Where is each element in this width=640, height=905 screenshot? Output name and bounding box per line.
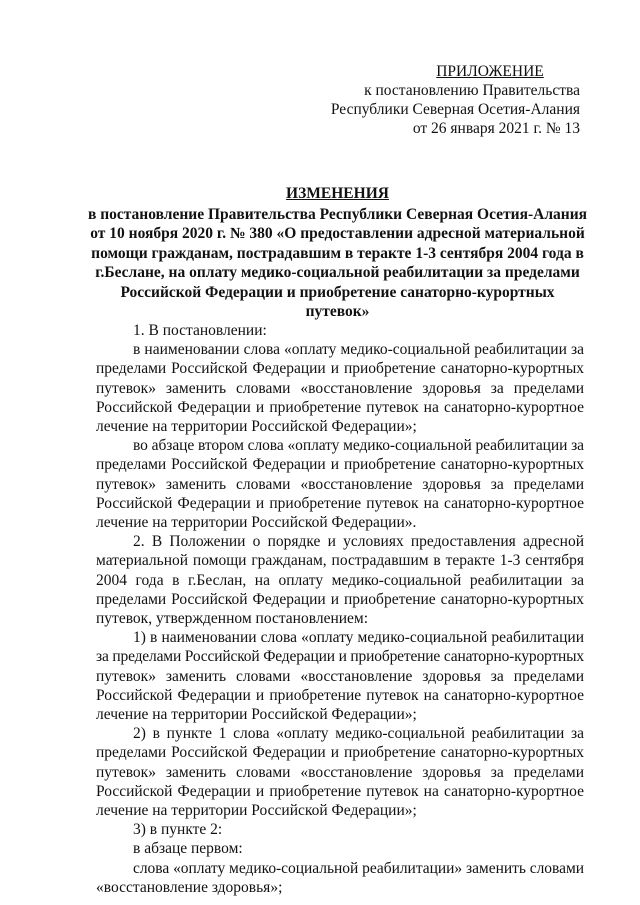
heading-line: от 10 ноября 2020 г. № 380 «О предоставлении адресной материальной xyxy=(90,225,585,242)
body-line: во абзаце втором слова «оплату медико-социальной реабилитации за xyxy=(133,437,584,455)
appendix-line-1: к постановлению Правительства xyxy=(364,82,580,99)
appendix-title: ПРИЛОЖЕНИЕ xyxy=(436,63,544,80)
body-line: путевок» заменить словами «восстановление здоровья за пределами xyxy=(96,475,584,493)
body-line: Российской Федерации и приобретение путевок на санаторно-курортное xyxy=(96,398,584,416)
body-line: Российской Федерации и приобретение путевок на санаторно-курортное xyxy=(96,782,584,800)
body-line: в наименовании слова «оплату медико-социальной реабилитации за xyxy=(133,341,584,359)
body-line: лечение на территории Российской Федерации». xyxy=(96,514,417,532)
body-line: пределами Российской Федерации и приобретение санаторно-курортных xyxy=(96,744,584,762)
appendix-line-2: Республики Северная Осетия-Алания xyxy=(330,101,580,118)
body-line: слова «оплату медико-социальной реабилитации» заменить словами xyxy=(133,859,584,877)
body-line: 3) в пункте 2: xyxy=(133,821,223,839)
body-line: «восстановление здоровья»; xyxy=(96,878,283,896)
body-line: пределами Российской Федерации и приобретение санаторно-курортных xyxy=(96,590,584,608)
body-line: путевок» заменить словами «восстановление здоровья за пределами xyxy=(96,379,584,397)
body-line: 1) в наименовании слова «оплату медико-социальной реабилитации xyxy=(133,629,584,647)
body-line: пределами Российской Федерации и приобретение санаторно-курортных xyxy=(96,456,584,474)
heading-line: путевок» xyxy=(305,303,370,320)
heading-line: помощи гражданам, пострадавшим в теракте 1-3 сентября 2004 года в xyxy=(91,244,584,262)
body-line: материальной помощи гражданам, пострадавшим в теракте 1-3 сентября xyxy=(96,552,584,570)
heading-line: в постановление Правительства Республики Северная Осетия-Алания xyxy=(87,205,588,223)
body-line: лечение на территории Российской Федерации»; xyxy=(96,418,417,436)
body-line: путевок, утвержденном постановлением: xyxy=(96,610,369,628)
body-line: за пределами Российской Федерации и приобретение санаторно-курортных xyxy=(96,648,585,666)
body-line: пределами Российской Федерации и приобретение санаторно-курортных xyxy=(96,360,584,378)
body-line: Российской Федерации и приобретение путевок на санаторно-курортное xyxy=(96,494,584,512)
body-line: лечение на территории Российской Федерации»; xyxy=(96,706,417,724)
body-line: лечение на территории Российской Федерации»; xyxy=(96,802,417,820)
body-line: путевок» заменить словами «восстановление здоровья за пределами xyxy=(96,763,584,781)
heading-line: Российской Федерации и приобретение санаторно-курортных xyxy=(120,283,555,301)
appendix-block xyxy=(320,62,580,138)
body-line: 2004 года в г.Беслан, на оплату медико-социальной реабилитации за xyxy=(96,571,584,589)
appendix-line-3: от 26 января 2021 г. № 13 xyxy=(412,120,580,137)
body-line: путевок» заменить словами «восстановление здоровья за пределами xyxy=(96,667,584,685)
heading-title: ИЗМЕНЕНИЯ xyxy=(286,185,389,202)
body-line: 1. В постановлении: xyxy=(133,322,267,339)
body-line: в абзаце первом: xyxy=(133,840,243,858)
body-line: Российской Федерации и приобретение путевок на санаторно-курортное xyxy=(96,686,584,704)
document-heading xyxy=(80,184,595,322)
heading-line: г.Беслане, на оплату медико-социальной реабилитации за пределами xyxy=(95,264,580,281)
body-line: 2) в пункте 1 слова «оплату медико-социальной реабилитации за xyxy=(133,725,584,743)
body-line: 2. В Положении о порядке и условиях предоставления адресной xyxy=(133,533,584,551)
document-body xyxy=(96,321,584,897)
